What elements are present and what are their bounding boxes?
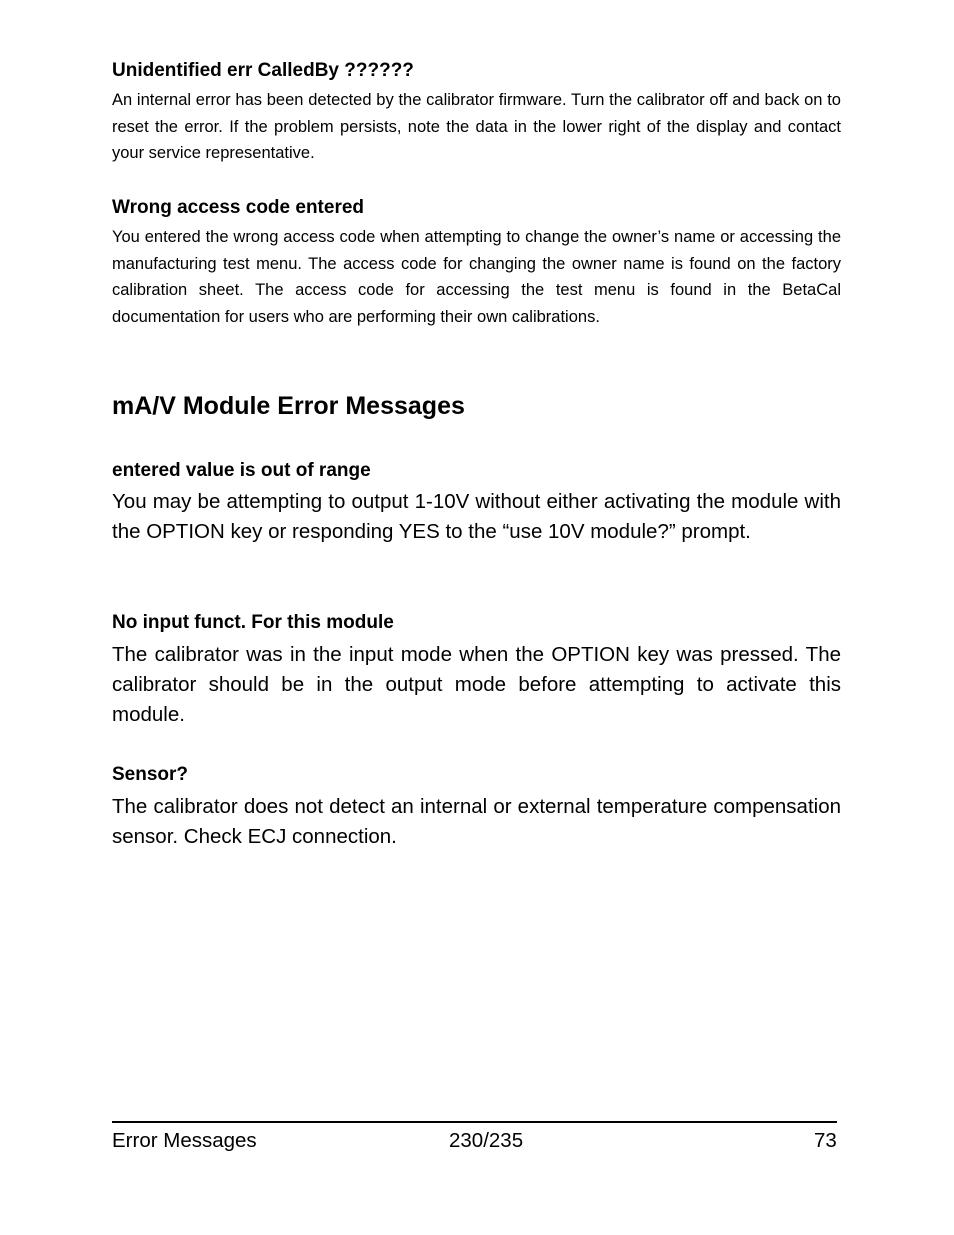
footer-section-name: Error Messages — [112, 1129, 257, 1152]
entry-body-unidentified-err: An internal error has been detected by the calibrator firmware. Turn the calibrator off and back on to reset the error. If the problem persists, note the data in the lower right of the display and contact your service representative. — [112, 91, 841, 162]
footer-page-number: 73 — [814, 1129, 837, 1152]
section-heading-ma-v-module: mA/V Module Error Messages — [112, 392, 465, 420]
entry-title-out-of-range: entered value is out of range — [112, 460, 371, 481]
entry-title-no-input-funct: No input funct. For this module — [112, 612, 394, 633]
document-page — [112, 0, 841, 1235]
entry-body-wrong-access-code: You entered the wrong access code when attempting to change the owner’s name or accessing the manufacturing test menu. The access code for changing the owner name is found on the factory calibration sheet. The access code for accessing the test menu is found in the BetaCal documentation for users who are performing their own calibrations. — [112, 228, 841, 326]
footer-model-number: 230/235 — [449, 1129, 524, 1152]
footer-divider — [112, 1121, 837, 1123]
entry-title-wrong-access-code: Wrong access code entered — [112, 197, 365, 218]
entry-body-no-input-funct: The calibrator was in the input mode when the OPTION key was pressed. The calibrator should be in the output mode before attempting to activate this module. — [112, 643, 841, 726]
entry-title-sensor: Sensor? — [112, 764, 189, 785]
entry-body-sensor: The calibrator does not detect an internal or external temperature compensation sensor. Check ECJ connection. — [112, 795, 841, 848]
entry-body-out-of-range: You may be attempting to output 1-10V without either activating the module with the OPTION key or responding YES to the “use 10V module?” prompt. — [112, 490, 841, 543]
entry-title-unidentified-err: Unidentified err CalledBy ?????? — [112, 60, 414, 81]
